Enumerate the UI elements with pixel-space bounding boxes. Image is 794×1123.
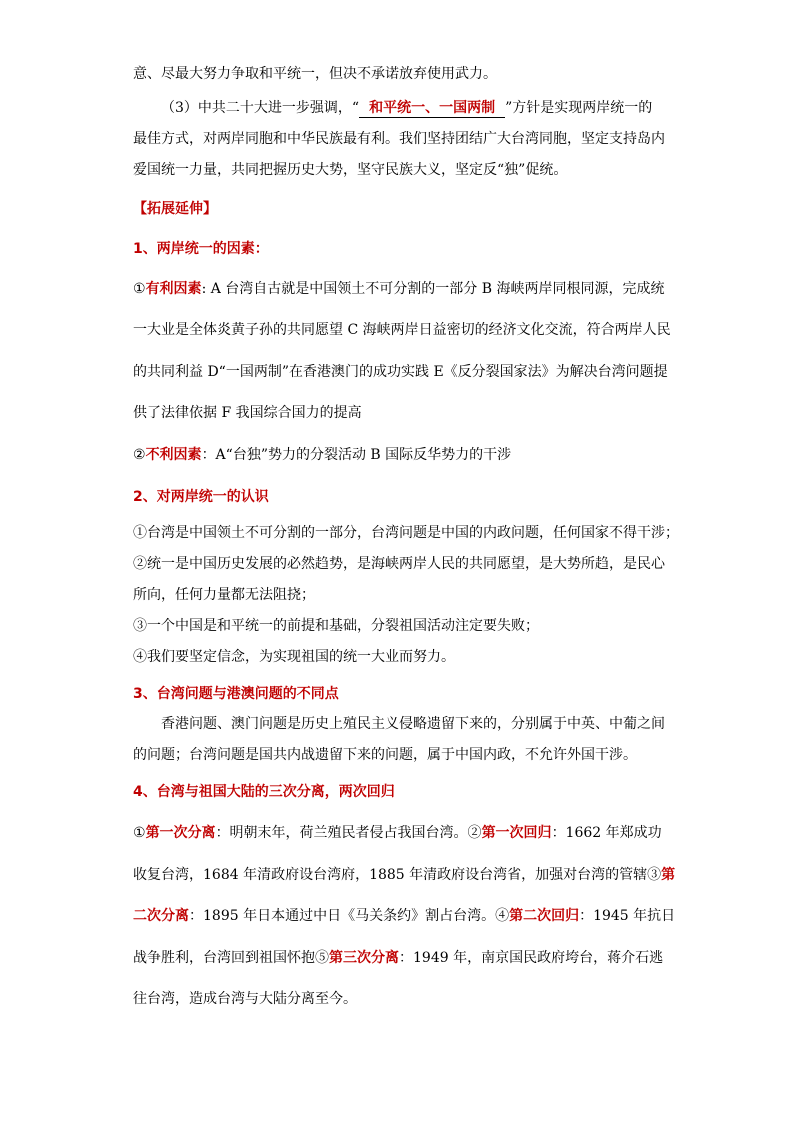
favorable-factors-line-2: 一大业是全体炎黄子孙的共同愿望 C 海峡两岸日益密切的经济文化交流，符合两岸人民 <box>133 322 671 338</box>
favorable-factors-line-4: 供了法律依据 F 我国综合国力的提高 <box>133 405 362 421</box>
section-3-title: 3、台湾问题与港澳问题的不同点 <box>133 686 339 702</box>
third-separation-label: 第三次分离 <box>329 950 399 966</box>
second-return-text-cont: 战争胜利，台湾回到祖国怀抱⑤ <box>133 950 329 966</box>
section-3-line-2: 的问题；台湾问题是国共内战遗留下来的问题，属于中国内政，不允许外国干涉。 <box>133 747 637 763</box>
unfavorable-factors-label: 不利因素 <box>145 447 202 463</box>
second-return-text: ：1945 年抗日 <box>579 908 676 924</box>
unfavorable-factors-text: ：A“台独”势力的分裂活动 B 国际反华势力的干涉 <box>201 447 512 463</box>
second-separation-label-end: 二次分离 <box>133 908 189 924</box>
section-2-line-5: ④我们要坚定信念，为实现祖国的统一大业而努力。 <box>133 649 455 665</box>
favorable-factors-label: 有利因素 <box>145 281 202 297</box>
fill-in-answer: 和平统一、一国两制 <box>359 99 505 118</box>
item-marker: ① <box>133 825 146 841</box>
intro-line-1: 意、尽最大努力争取和平统一，但决不承诺放弃使用武力。 <box>133 66 497 82</box>
third-separation-text: ：1949 年，南京国民政府垮台，蒋介石逃 <box>399 950 664 966</box>
section-2-line-3: 所向，任何力量都无法阻挠； <box>133 587 315 603</box>
first-separation-label: 第一次分离 <box>145 825 216 841</box>
favorable-factors-text: : A 台湾自古就是中国领土不可分割的一部分 B 海峡两岸同根同源，完成统 <box>201 281 665 297</box>
second-return-label: 第二次回归 <box>509 908 580 924</box>
section-4-line-5: 往台湾，造成台湾与大陆分离至今。 <box>133 991 357 1007</box>
first-separation-text: ：明朝末年，荷兰殖民者侵占我国台湾。② <box>215 825 482 841</box>
favorable-factors-line-3: 的共同利益 D“一国两制”在香港澳门的成功实践 E《反分裂国家法》为解决台湾问题提 <box>133 364 668 380</box>
section-4-line-4 <box>133 948 663 968</box>
section-2-line-2: ②统一是中国历史发展的必然趋势，是海峡两岸人民的共同愿望，是大势所趋，是民心 <box>133 556 665 572</box>
intro-point-3-start: （3）中共二十大进一步强调，“ <box>161 100 360 116</box>
extension-heading: 【拓展延伸】 <box>133 201 217 217</box>
second-separation-text: ：1895 年日本通过中日《马关条约》割占台湾。④ <box>189 908 510 924</box>
unfavorable-factors-line <box>133 445 511 465</box>
item-marker: ① <box>133 281 146 297</box>
intro-point-3-line-2: 最佳方式，对两岸同胞和中华民族最有利。我们坚持团结广大台湾同胞，坚定支持岛内 <box>133 131 665 147</box>
first-return-text: ：1662 年郑成功 <box>551 825 662 841</box>
section-2-line-1: ①台湾是中国领土不可分割的一部分，台湾问题是中国的内政问题，任何国家不得干涉； <box>133 525 679 541</box>
section-2-title: 2、对两岸统一的认识 <box>133 489 269 505</box>
section-2-line-4: ③一个中国是和平统一的前提和基础，分裂祖国活动注定要失败； <box>133 618 539 634</box>
favorable-factors-line-1 <box>133 279 664 299</box>
intro-point-3-end: ”方针是实现两岸统一的 <box>505 100 653 116</box>
section-4-line-3 <box>133 906 675 926</box>
section-4-title: 4、台湾与祖国大陆的三次分离，两次回归 <box>133 784 395 800</box>
section-3-line-1: 香港问题、澳门问题是历史上殖民主义侵略遗留下来的，分别属于中英、中葡之间 <box>161 716 665 732</box>
second-separation-label-start: 第 <box>661 867 676 883</box>
first-return-label: 第一次回归 <box>481 825 552 841</box>
item-marker: ② <box>133 447 146 463</box>
section-1-title: 1、两岸统一的因素： <box>133 241 269 257</box>
section-4-line-2-text: 收复台湾，1684 年清政府设台湾府，1885 年清政府设台湾省，加强对台湾的管辖③ <box>133 867 662 883</box>
section-4-line-2 <box>133 865 675 885</box>
section-4-line-1 <box>133 823 662 843</box>
intro-point-3-line-3: 爱国统一力量，共同把握历史大势，坚守民族大义，坚定反“独”促统。 <box>133 162 568 178</box>
intro-point-3 <box>161 98 652 118</box>
